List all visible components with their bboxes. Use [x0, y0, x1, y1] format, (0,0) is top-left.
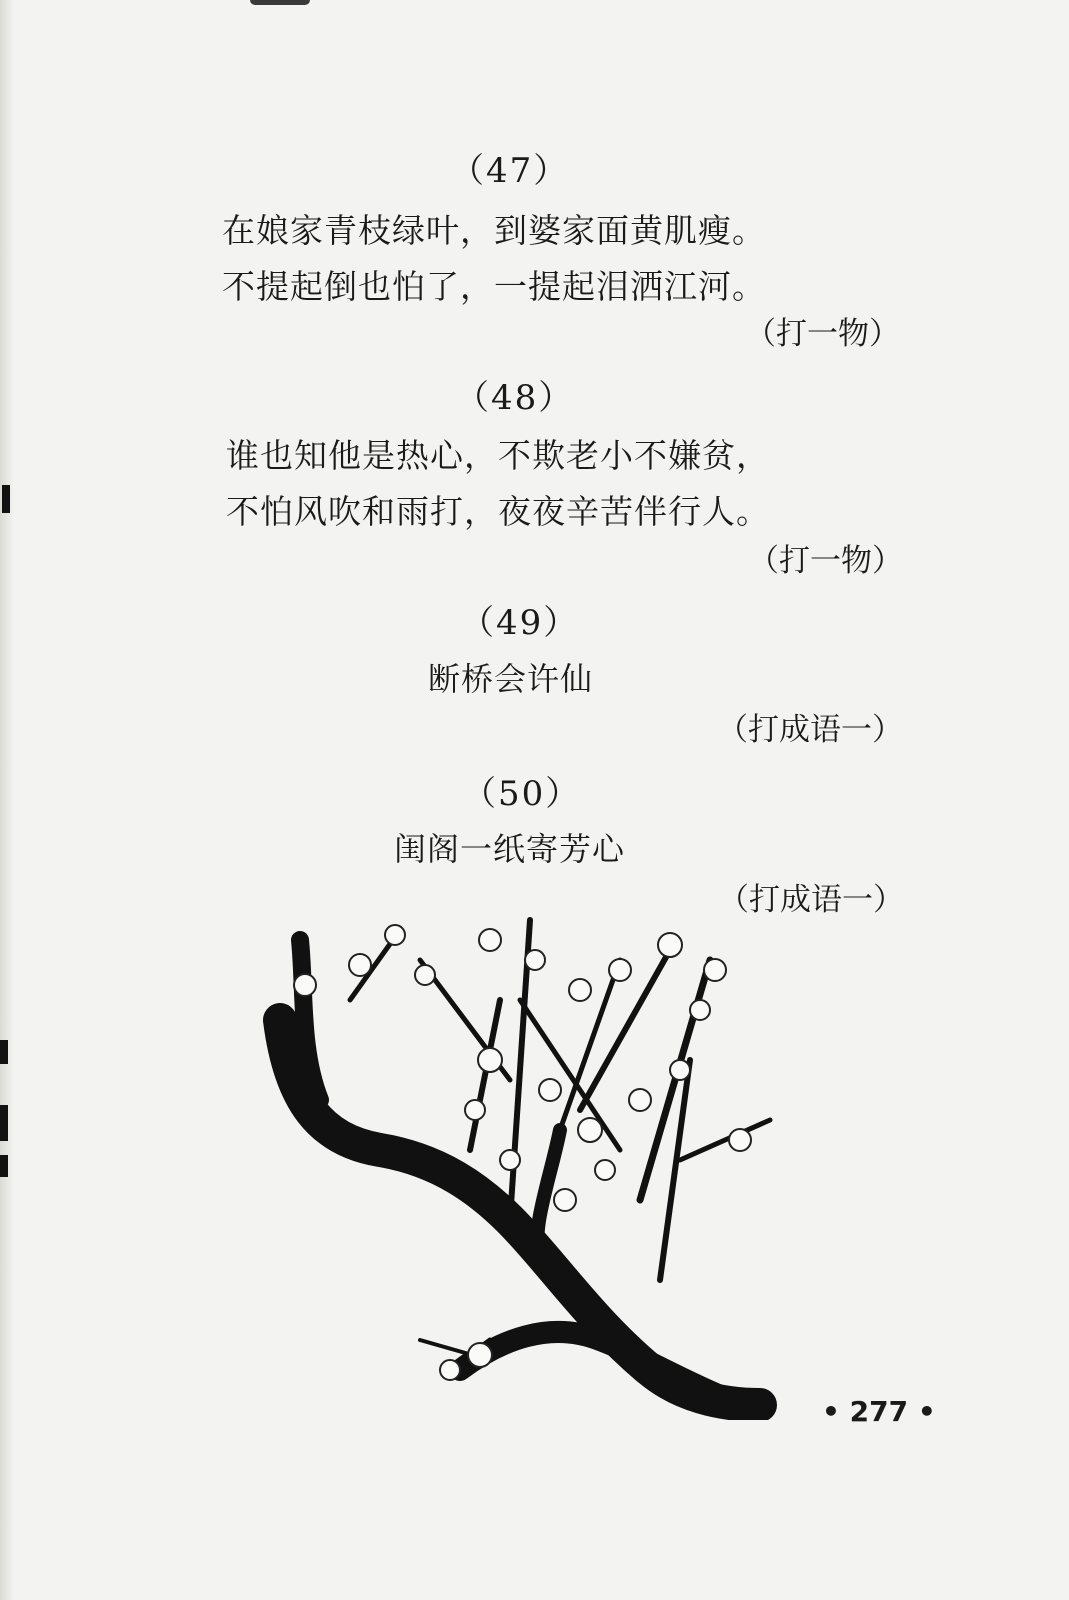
riddle-text-line: 不提起倒也怕了，一提起泪洒江河。: [222, 267, 766, 306]
riddle-text-line: 断桥会许仙: [428, 660, 594, 698]
riddle-text-line: 在娘家青枝绿叶，到婆家面黄肌瘦。: [222, 211, 766, 250]
riddle-hint: （打成语一）: [717, 712, 903, 748]
riddle-hint: （打成语一）: [718, 882, 904, 918]
riddle-number: （50）: [462, 774, 582, 814]
edge-ink-mark: [2, 485, 10, 513]
riddle-text-line: 不怕风吹和雨打，夜夜辛苦伴行人。: [226, 492, 770, 531]
edge-ink-mark: [0, 1105, 8, 1141]
riddle-number: （49）: [460, 603, 580, 643]
riddle-text-line: 谁也知他是热心，不欺老小不嫌贫，: [226, 436, 770, 475]
riddle-number: （47）: [450, 151, 570, 191]
edge-ink-mark: [0, 1155, 8, 1177]
plum-blossom-branch-icon: [260, 900, 780, 1420]
edge-ink-mark: [0, 1040, 8, 1064]
riddle-text-line: 闺阁一纸寄芳心: [394, 830, 626, 868]
riddle-hint: （打一物）: [745, 316, 900, 352]
riddle-number: （48）: [455, 378, 575, 418]
page-number: • 277 •: [822, 1395, 936, 1428]
riddle-hint: （打一物）: [748, 543, 903, 579]
page-edge-shadow: [0, 0, 14, 1600]
top-ink-mark: [250, 0, 310, 5]
